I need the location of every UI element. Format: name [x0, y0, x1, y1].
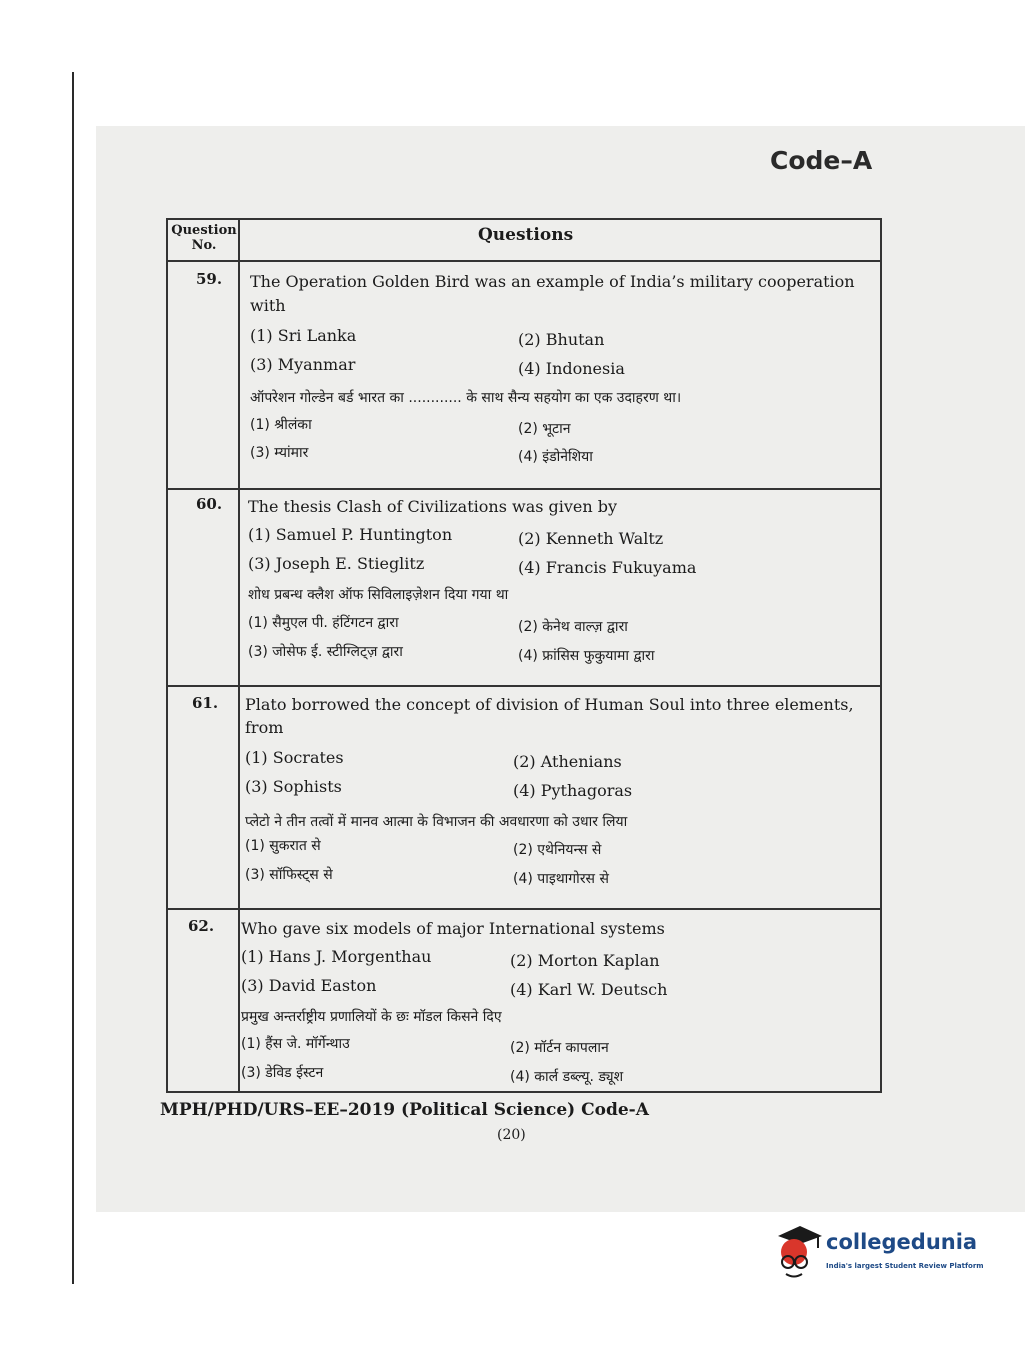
option-4-hindi: (4) फ्रांसिस फुकुयामा द्वारा	[518, 648, 655, 664]
option-1-hindi: (1) सैमुएल पी. हंटिंगटन द्वारा	[248, 615, 399, 631]
option-4: (4) Karl W. Deutsch	[510, 980, 668, 999]
option-1: (1) Sri Lanka	[250, 326, 357, 345]
option-1: (1) Socrates	[245, 748, 344, 767]
header-question-no: Question No.	[171, 223, 237, 253]
option-3-hindi: (3) सॉफिस्ट्स से	[245, 867, 333, 883]
option-3: (3) Myanmar	[250, 355, 356, 374]
option-2-hindi: (2) एथेनियन्स से	[513, 842, 602, 858]
option-1-hindi: (1) सुकरात से	[245, 838, 321, 854]
option-3-hindi: (3) जोसेफ ई. स्टीग्लिट्ज़ द्वारा	[248, 644, 403, 660]
logo-tagline: India's largest Student Review Platform	[826, 1262, 984, 1270]
option-1-hindi: (1) श्रीलंका	[250, 417, 312, 433]
option-4-hindi: (4) पाइथागोरस से	[513, 871, 609, 887]
student-avatar-icon	[770, 1222, 824, 1286]
column-divider	[238, 220, 240, 1091]
page-code: Code–A	[770, 146, 873, 175]
question-text: The Operation Golden Bird was an example of India’s military cooperation	[250, 272, 855, 291]
question-number: 62.	[188, 917, 215, 935]
logo-wordmark: collegedunia	[826, 1230, 978, 1254]
option-3-hindi: (3) म्यांमार	[250, 445, 309, 461]
question-text: The thesis Clash of Civilizations was given by	[248, 497, 618, 516]
question-text-cont: with	[250, 296, 286, 315]
row-divider	[168, 488, 880, 490]
question-text-hindi: प्रमुख अन्तर्राष्ट्रीय प्रणालियों के छः मॉडल किसने दिए	[241, 1009, 502, 1025]
option-3: (3) Sophists	[245, 777, 342, 796]
option-2-hindi: (2) केनेथ वाल्ज़ द्वारा	[518, 619, 628, 635]
row-divider	[168, 908, 880, 910]
header-questions: Questions	[478, 225, 574, 245]
option-4: (4) Pythagoras	[513, 781, 633, 800]
question-text-hindi: शोध प्रबन्ध क्लैश ऑफ सिविलाइज़ेशन दिया गया था	[248, 587, 509, 603]
option-4: (4) Francis Fukuyama	[518, 558, 697, 577]
question-text-cont: from	[245, 718, 284, 737]
option-2: (2) Morton Kaplan	[510, 951, 660, 970]
questions-table	[166, 218, 882, 1093]
scan-border	[72, 72, 74, 1284]
question-text: Plato borrowed the concept of division of Human Soul into three elements,	[245, 695, 854, 714]
question-text: Who gave six models of major International systems	[241, 919, 665, 938]
collegedunia-logo[interactable]	[770, 1222, 990, 1292]
option-2: (2) Bhutan	[518, 330, 605, 349]
option-3-hindi: (3) डेविड ईस्टन	[241, 1065, 324, 1081]
page-number: (20)	[497, 1127, 526, 1143]
question-number: 61.	[192, 694, 219, 712]
option-3: (3) Joseph E. Stieglitz	[248, 554, 425, 573]
option-4-hindi: (4) कार्ल डब्ल्यू. ड्यूश	[510, 1069, 624, 1085]
option-2-hindi: (2) मॉर्टन कापलान	[510, 1040, 609, 1056]
row-divider	[168, 685, 880, 687]
option-4-hindi: (4) इंडोनेशिया	[518, 449, 593, 465]
option-1-hindi: (1) हैंस जे. मॉर्गेन्थाउ	[241, 1036, 350, 1052]
question-number: 59.	[196, 270, 223, 288]
option-2: (2) Athenians	[513, 752, 622, 771]
question-text-hindi: ऑपरेशन गोल्डेन बर्ड भारत का ............ के साथ सैन्य सहयोग का एक उदाहरण था।	[250, 390, 682, 406]
question-text-hindi: प्लेटो ने तीन तत्वों में मानव आत्मा के विभाजन की अवधारणा को उधार लिया	[245, 814, 628, 830]
option-1: (1) Hans J. Morgenthau	[241, 947, 432, 966]
option-2-hindi: (2) भूटान	[518, 421, 571, 437]
question-number: 60.	[196, 495, 223, 513]
option-2: (2) Kenneth Waltz	[518, 529, 664, 548]
row-divider	[168, 260, 880, 262]
option-1: (1) Samuel P. Huntington	[248, 525, 453, 544]
paper-footer: MPH/PHD/URS–EE–2019 (Political Science) Code-A	[160, 1100, 649, 1120]
option-3: (3) David Easton	[241, 976, 377, 995]
option-4: (4) Indonesia	[518, 359, 625, 378]
